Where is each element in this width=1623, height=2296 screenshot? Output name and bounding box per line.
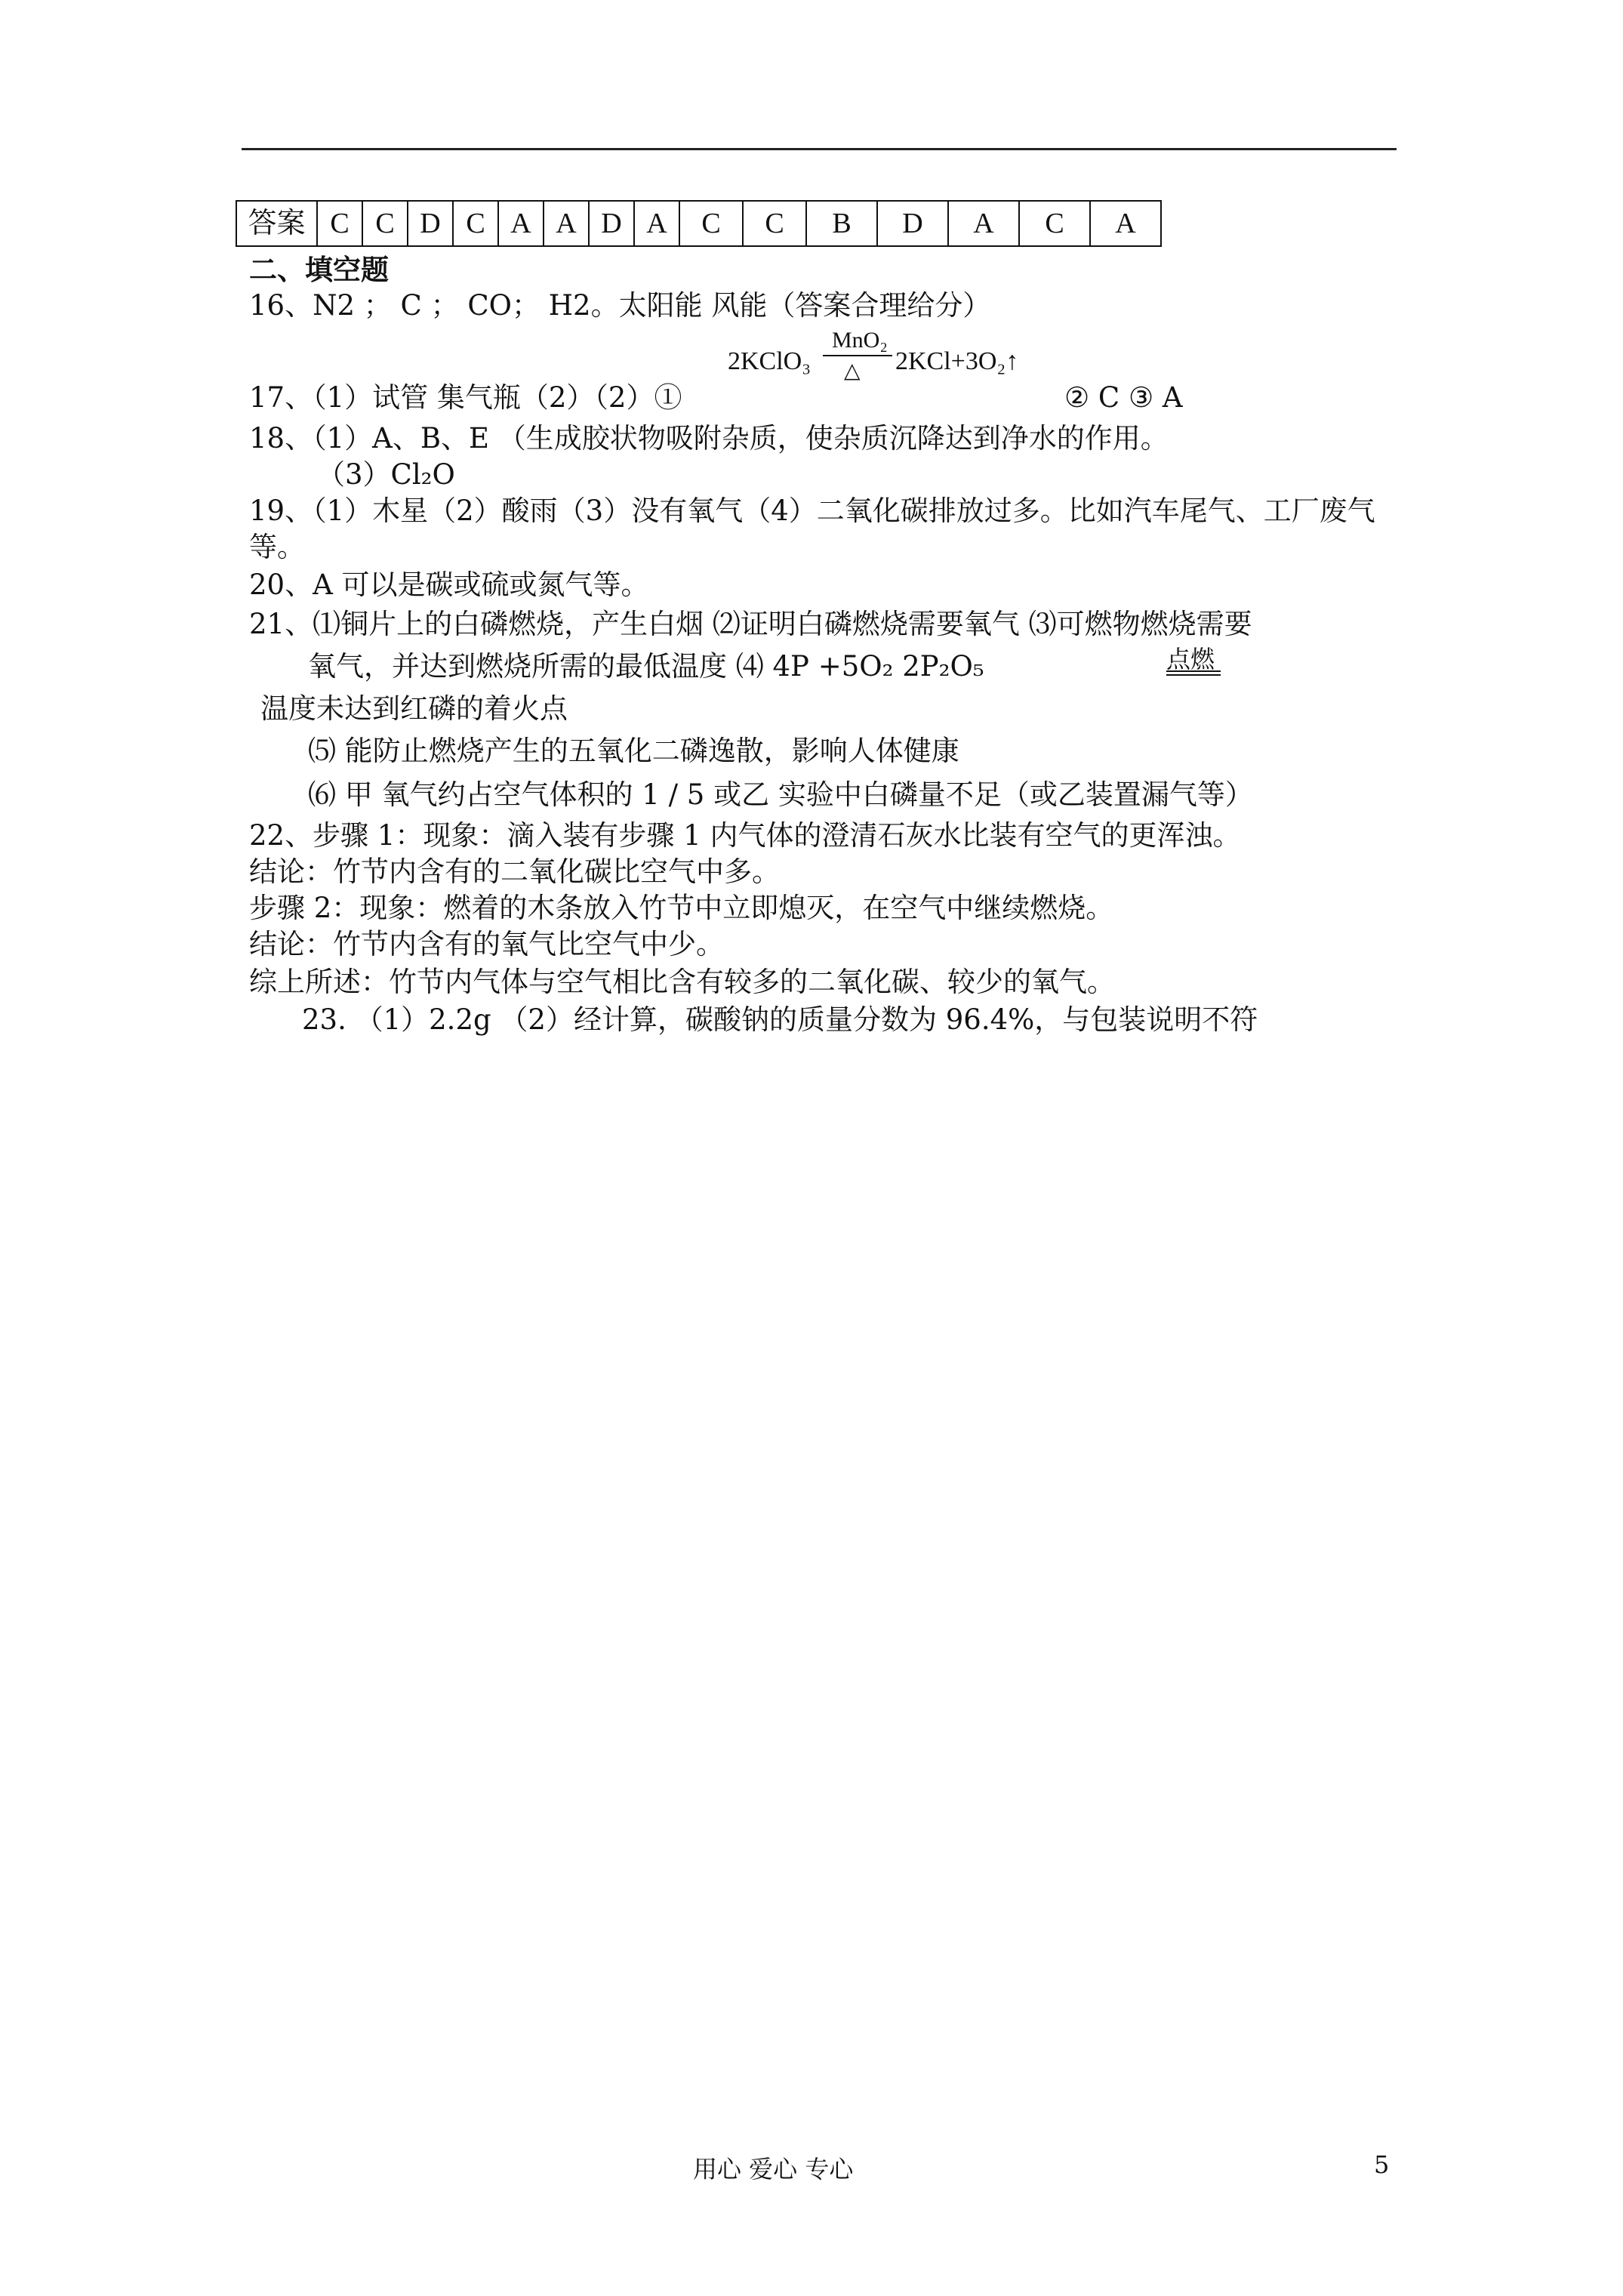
eq-product: 2KCl+3O₂↑ [895,347,1019,375]
q21-condition: 点燃 [1166,645,1215,673]
answer-cell-15: A [1090,201,1161,246]
q21-line1: 21、⑴铜片上的白磷燃烧，产生白烟 ⑵证明白磷燃烧需要氧气 ⑶可燃物燃烧需要 [249,608,1252,640]
page-number: 5 [1374,2150,1390,2179]
q18-line1: 18、（1）A、B、E （生成胶状物吸附杂质，使杂质沉降达到净水的作用。 [249,422,1169,455]
q21-eq-line-bottom [1166,674,1221,676]
q21-line3: 温度未达到红磷的着火点 [260,692,568,725]
answer-cell-5: A [498,201,544,246]
answer-header: 答案 [236,201,317,246]
answer-cell-2: C [362,201,408,246]
answer-cell-11: B [806,201,877,246]
q17-prefix: 17、（1）试管 集气瓶（2）（2）① [249,381,682,414]
answer-cell-7: D [589,201,634,246]
q17-suffix: ② C ③ A [1064,381,1183,414]
answer-cell-8: A [634,201,679,246]
q22-line5: 综上所述：竹节内气体与空气相比含有较多的二氧化碳、较少的氧气。 [249,966,1115,998]
answer-cell-6: A [544,201,589,246]
eq-condition: △ [844,359,861,383]
header-rule [242,148,1397,150]
q21-line2: 氧气，并达到燃烧所需的最低温度 ⑷ 4P +5O₂ 2P₂O₅ [308,650,984,683]
answer-cell-13: A [948,201,1019,246]
q22-line2: 结论：竹节内含有的二氧化碳比空气中多。 [249,855,780,888]
q17-equation [717,328,1034,385]
q18-line2: （3）Cl₂O [317,458,455,491]
answer-cell-9: C [679,201,743,246]
eq-arrow-line [823,355,892,356]
q23-answer: 23. （1）2.2g （2）经计算，碳酸钠的质量分数为 96.4%，与包装说明不符 [302,1003,1258,1036]
q22-line1: 22、步骤 1：现象：滴入装有步骤 1 内气体的澄清石灰水比装有空气的更浑浊。 [249,819,1241,852]
q19-line2: 等。 [249,531,305,563]
answer-cell-1: C [317,201,362,246]
q21-line4: ⑸ 能防止燃烧产生的五氧化二磷逸散，影响人体健康 [308,735,959,767]
answer-cell-14: C [1019,201,1090,246]
q22-line3: 步骤 2：现象：燃着的木条放入竹节中立即熄灭，在空气中继续燃烧。 [249,892,1114,924]
answer-cell-10: C [743,201,806,246]
q21-eq-line-top [1166,670,1221,672]
answer-cell-12: D [877,201,948,246]
answer-cell-4: C [453,201,498,246]
q16-answer: 16、N2 ； C ； CO； H2。太阳能 风能（答案合理给分） [249,289,991,322]
q21-line5: ⑹ 甲 氧气约占空气体积的 1 / 5 或乙 实验中白磷量不足（或乙装置漏气等） [308,778,1253,811]
q20-answer: 20、A 可以是碳或硫或氮气等。 [249,569,649,601]
answer-row [236,201,1161,246]
eq-reactant: 2KClO₃ [728,347,812,375]
eq-catalyst: MnO₂ [832,328,888,353]
answer-cell-3: D [408,201,453,246]
q22-line4: 结论：竹节内含有的氧气比空气中少。 [249,928,724,960]
section-title: 二、填空题 [249,253,389,286]
q19-line1: 19、（1）木星（2）酸雨（3）没有氧气（4）二氧化碳排放过多。比如汽车尾气、工厂废气 [249,495,1375,527]
answer-table [236,200,1162,247]
footer-motto: 用心 爱心 专心 [693,2155,854,2184]
